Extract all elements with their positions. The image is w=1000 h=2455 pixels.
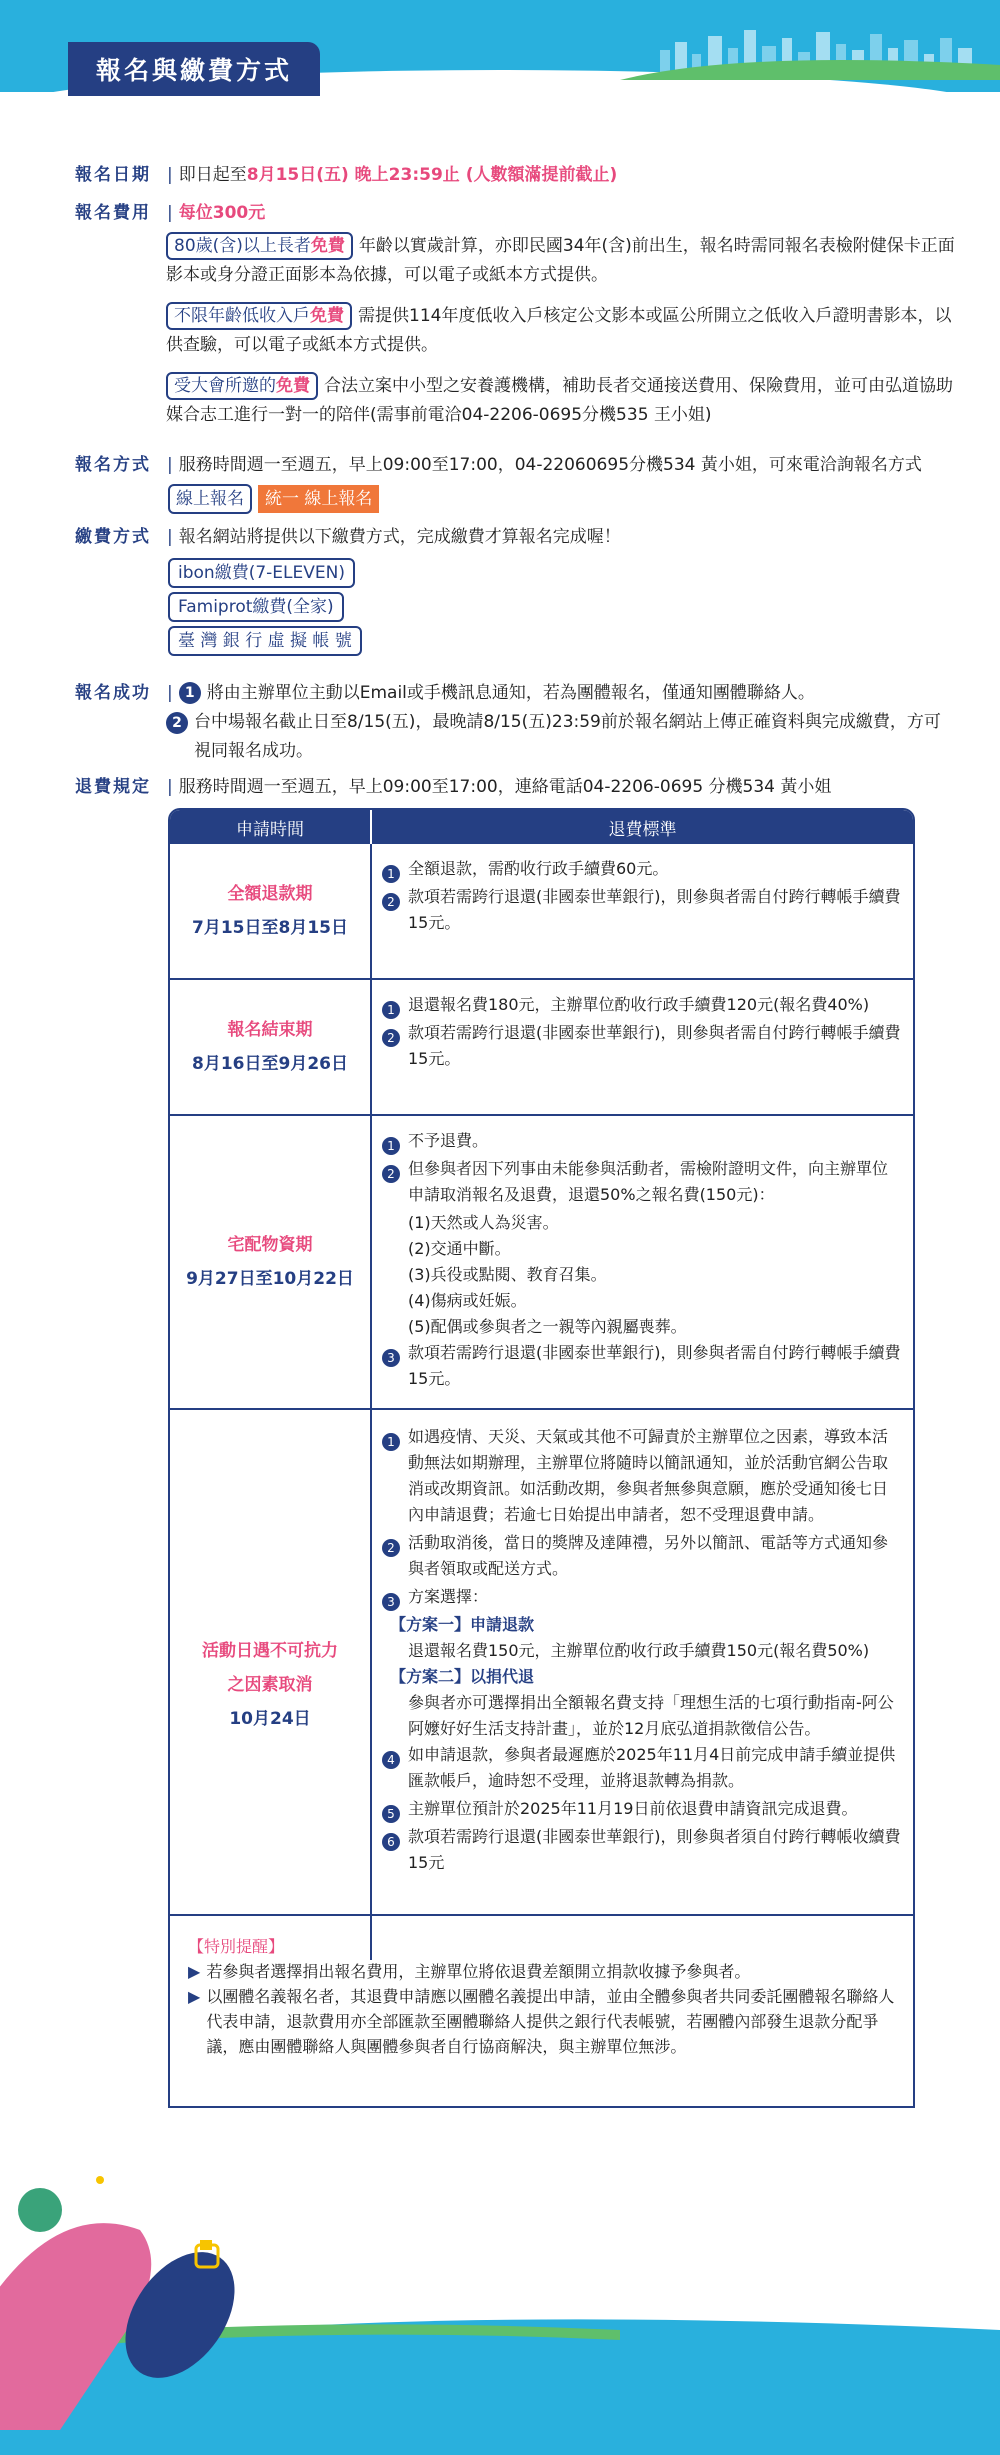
rule-item: 如遇疫情、天災、天氣或其他不可歸責於主辦單位之因素，導致本活動無法如期辦理，主辦單位將隨時以簡訊通知，並於活動官網公告取消或改期資訊。如活動改期，參與者無參與意願，應於受通知後七日內申請退費；若逾七日始提出申請者，恕不受理退費申請。 [408, 1427, 889, 1524]
rule-item: 款項若需跨行退還(非國泰世華銀行)，則參與者需自付跨行轉帳手續費15元。 [408, 1023, 901, 1068]
fee-item-invited [166, 372, 956, 430]
reg-date-label: 報名日期 [75, 165, 151, 185]
col-header-rule: 退費標準 [372, 810, 913, 844]
fee-text-senior: 年齡以實歲計算，亦即民國34年(含)前出生，報名時需同報名表檢附健保卡正面影本或身分證正面影本為依據，可以電子或紙本方式提供。 [166, 236, 955, 285]
rule-item: 款項若需跨行退還(非國泰世華銀行)，則參與者需自付跨行轉帳手續費15元。 [408, 887, 901, 932]
refund-row: 退費規定 | 服務時間週一至週五，早上09:00至17:00，連絡電話04-2206-0695 分機534 黃小姐 [75, 772, 831, 802]
pay-option-famiport[interactable]: Famiprot繳費(全家) [168, 592, 344, 622]
reg-success-row: 報名成功 | 1 將由主辦單位主動以Email或手機訊息通知，若為團體報名，僅通知團體聯絡人。 [75, 678, 815, 708]
period-delivery [170, 1116, 372, 1408]
plan1-text: 退還報名費150元，主辦單位酌收行政手續費150元(報名費50%) [408, 1641, 870, 1660]
page-title: 報名與繳費方式 [68, 42, 320, 96]
number-2-icon: 2 [166, 712, 188, 734]
reg-method-text: 服務時間週一至週五，早上09:00至17:00，04-22060695分機534 黃小姐，可來電洽詢報名方式 [178, 455, 922, 475]
rule-item: 款項若需跨行退還(非國泰世華銀行)，則參與者需自付跨行轉帳手續費15元。 [408, 1343, 901, 1388]
rule-item: 全額退款，需酌收行政手續費60元。 [408, 859, 669, 878]
triangle-right-icon: ▶ [188, 1962, 201, 1981]
special-notes [170, 1922, 913, 2071]
fee-tag-lowincome: 不限年齡低收入戶免費 [166, 302, 352, 330]
period-date: 8月16日至9月26日 [192, 1054, 348, 1074]
refund-text: 服務時間週一至週五，早上09:00至17:00，連絡電話04-2206-0695 分機534 黃小姐 [178, 777, 832, 797]
triangle-right-icon: ▶ [188, 1987, 201, 2006]
reg-method-row: 報名方式 | 服務時間週一至週五，早上09:00至17:00，04-22060695分機534 黃小姐，可來電洽詢報名方式 [75, 450, 975, 480]
rule-item: 活動取消後，當日的獎牌及達陣禮，另外以簡訊、電話等方式通知參與者領取或配送方式。 [408, 1533, 889, 1578]
rule-full-refund: 1 全額退款，需酌收行政手續費60元。 2 款項若需跨行退還(非國泰世華銀行)，則參與者需自付跨行轉帳手續費15元。 [372, 844, 913, 938]
period-name: 活動日遇不可抗力 [202, 1641, 338, 1661]
fee-tag-senior: 80歲(含)以上長者免費 [166, 232, 353, 260]
rule-item: 但參與者因下列事由未能參與活動者，需檢附證明文件，向主辦單位申請取消報名及退費，退還50%之報名費(150元)： [408, 1159, 889, 1204]
notes-title: 【特別提醒】 [188, 1937, 285, 1956]
reason-item: (1)天然或人為災害。 [408, 1213, 559, 1232]
reg-fee-label: 報名費用 [75, 203, 151, 223]
group-register-button[interactable]: 統一 線上報名 [258, 485, 379, 513]
runner-illustration [0, 2140, 1000, 2455]
reg-date-text-b: 8月15日(五) 晚上23:59止 (人數額滿提前截止) [246, 165, 618, 185]
rule-force-majeure: 1 如遇疫情、天災、天氣或其他不可歸責於主辦單位之因素，導致本活動無法如期辦理，主辦單位將隨時以簡訊通知，並於活動官網公告取消或改期資訊。如活動改期，參與者無參與意願，應於受通知後七日內申請退費；若逾七日始提出申請者，恕不受理退費申請。 2 活動取消後，當日的獎牌及達陣禮，另外以簡訊、電話等方式通知參與者領取或配送方式。 3 方案選擇： 【方案一】申請退款 退還報名費150元，主辦單位酌收行政手續費150元(報名費50%) 【方案二】以捐代退 參與者亦可選擇捐出全額報名費支持「理想生活的七項行動指南-阿公阿嬤好好生活支持計畫」，並於12月底弘道捐款徵信公告。 4 如申請退款，參與者最遲應於2025年11月4日前完成申請手續並提供匯款帳戶，逾時恕不受理，並將退款轉為捐款。 5 主辦單位預計於2025年11月19日前依退費申請資訊完成退費。 6 款項若需跨行退還(非國泰世華銀行)，則參與者須自付跨行轉帳收續費15元 [372, 1410, 913, 1878]
rule-item: 款項若需跨行退還(非國泰世華銀行)，則參與者須自付跨行轉帳收續費15元 [408, 1827, 901, 1872]
refund-label: 退費規定 [75, 777, 151, 797]
rule-item: 方案選擇： [408, 1587, 489, 1606]
period-name: 之因素取消 [227, 1675, 313, 1695]
reg-date-row: 報名日期 | 即日起至 8月15日(五) 晚上23:59止 (人數額滿提前截止) [75, 160, 617, 190]
fee-tag-invited: 受大會所邀的免費 [166, 372, 318, 400]
period-full-refund [170, 844, 372, 978]
city-skyline-illustration [620, 20, 1000, 80]
reg-fee-row: 報名費用 | 每位300元 [75, 198, 265, 228]
period-reg-end [170, 980, 372, 1114]
reg-success-item-1: 將由主辦單位主動以Email或手機訊息通知，若為團體報名，僅通知團體聯絡人。 [206, 683, 815, 703]
note-item: 以團體名義報名者，其退費申請應以團體名義提出申請，並由全體參與者共同委託團體報名聯絡人代表申請，退款費用亦全部匯款至團體聯絡人提供之銀行代表帳號，若團體內部發生退款分配爭議，應由團體聯絡人與團體參與者自行協商解決，與主辦單位無涉。 [206, 1987, 895, 2056]
reg-fee-value: 每位300元 [178, 203, 266, 223]
pay-method-label: 繳費方式 [75, 527, 151, 547]
period-name: 宅配物資期 [227, 1235, 313, 1255]
note-item: 若參與者選擇捐出報名費用，主辦單位將依退費差額開立捐款收據予參與者。 [206, 1962, 751, 1981]
row-divider [170, 1914, 913, 1916]
reason-item: (5)配偶或參與者之一親等內親屬喪葬。 [408, 1317, 687, 1336]
period-date: 10月24日 [229, 1709, 311, 1729]
reg-date-text-a: 即日起至 [178, 165, 247, 185]
rule-reg-end: 1 退還報名費180元，主辦單位酌收行政手續費120元(報名費40%) 2 款項若需跨行退還(非國泰世華銀行)，則參與者需自付跨行轉帳手續費15元。 [372, 980, 913, 1074]
reason-item: (3)兵役或點閱、教育召集。 [408, 1265, 607, 1284]
reg-method-buttons [168, 484, 379, 514]
pay-option-bank[interactable]: 臺 灣 銀 行 虛 擬 帳 號 [168, 626, 362, 656]
number-1-icon: 1 [179, 682, 201, 704]
col-header-period: 申請時間 [170, 810, 372, 844]
reg-success-item-2: 台中場報名截止日至8/15(五)，最晚請8/15(五)23:59前於報名網站上傳正確資料與完成繳費，方可視同報名成功。 [194, 712, 941, 761]
fee-text-invited: 合法立案中小型之安養護機構，補助長者交通接送費用、保險費用，並可由弘道協助媒合志工進行一對一的陪伴(需事前電洽04-2206-0695分機535 王小姐) [166, 376, 953, 425]
reason-item: (2)交通中斷。 [408, 1239, 511, 1258]
pay-method-row: 繳費方式 | 報名網站將提供以下繳費方式，完成繳費才算報名完成喔！ [75, 522, 621, 552]
period-date: 9月27日至10月22日 [186, 1269, 354, 1289]
reason-item: (4)傷病或妊娠。 [408, 1291, 527, 1310]
period-force-majeure [170, 1410, 372, 1960]
reg-success-label: 報名成功 [75, 683, 151, 703]
plan1-title: 【方案一】申請退款 [390, 1615, 535, 1634]
fee-item-lowincome [166, 302, 956, 360]
reg-method-label: 報名方式 [75, 455, 151, 475]
period-date: 7月15日至8月15日 [192, 918, 348, 938]
refund-table [168, 808, 915, 2108]
pay-option-ibon[interactable]: ibon繳費(7-ELEVEN) [168, 558, 355, 588]
fee-text-lowincome: 需提供114年度低收入戶核定公文影本或區公所開立之低收入戶證明書影本，以供查驗，可以電子或紙本方式提供。 [166, 306, 952, 355]
rule-delivery: 1 不予退費。 2 但參與者因下列事由未能參與活動者，需檢附證明文件，向主辦單位申請取消報名及退費，退還50%之報名費(150元)： (1)天然或人為災害。 (2)交通中斷。 (3)兵役或點閱、教育召集。 (4)傷病或妊娠。 (5)配偶或參與者之一親等內親屬喪葬。 3 款項若需跨行退還(非國泰世華銀行)，則參與者需自付跨行轉帳手續費15元。 [372, 1116, 913, 1394]
plan2-text: 參與者亦可選擇捐出全額報名費支持「理想生活的七項行動指南-阿公阿嬤好好生活支持計畫」，並於12月底弘道捐款徵信公告。 [408, 1693, 894, 1738]
rule-item: 不予退費。 [408, 1131, 489, 1150]
plan2-title: 【方案二】以捐代退 [390, 1667, 535, 1686]
period-name: 全額退款期 [227, 884, 313, 904]
reg-success-item-2-wrap [166, 708, 946, 766]
fee-item-senior [166, 232, 956, 290]
rule-item: 如申請退款，參與者最遲應於2025年11月4日前完成申請手續並提供匯款帳戶，逾時恕不受理，並將退款轉為捐款。 [408, 1745, 896, 1790]
rule-item: 主辦單位預計於2025年11月19日前依退費申請資訊完成退費。 [408, 1799, 858, 1818]
pay-method-text: 報名網站將提供以下繳費方式，完成繳費才算報名完成喔！ [178, 527, 621, 547]
online-register-button[interactable]: 線上報名 [168, 484, 252, 514]
period-name: 報名結束期 [227, 1020, 313, 1040]
rule-item: 退還報名費180元，主辦單位酌收行政手續費120元(報名費40%) [408, 995, 870, 1014]
